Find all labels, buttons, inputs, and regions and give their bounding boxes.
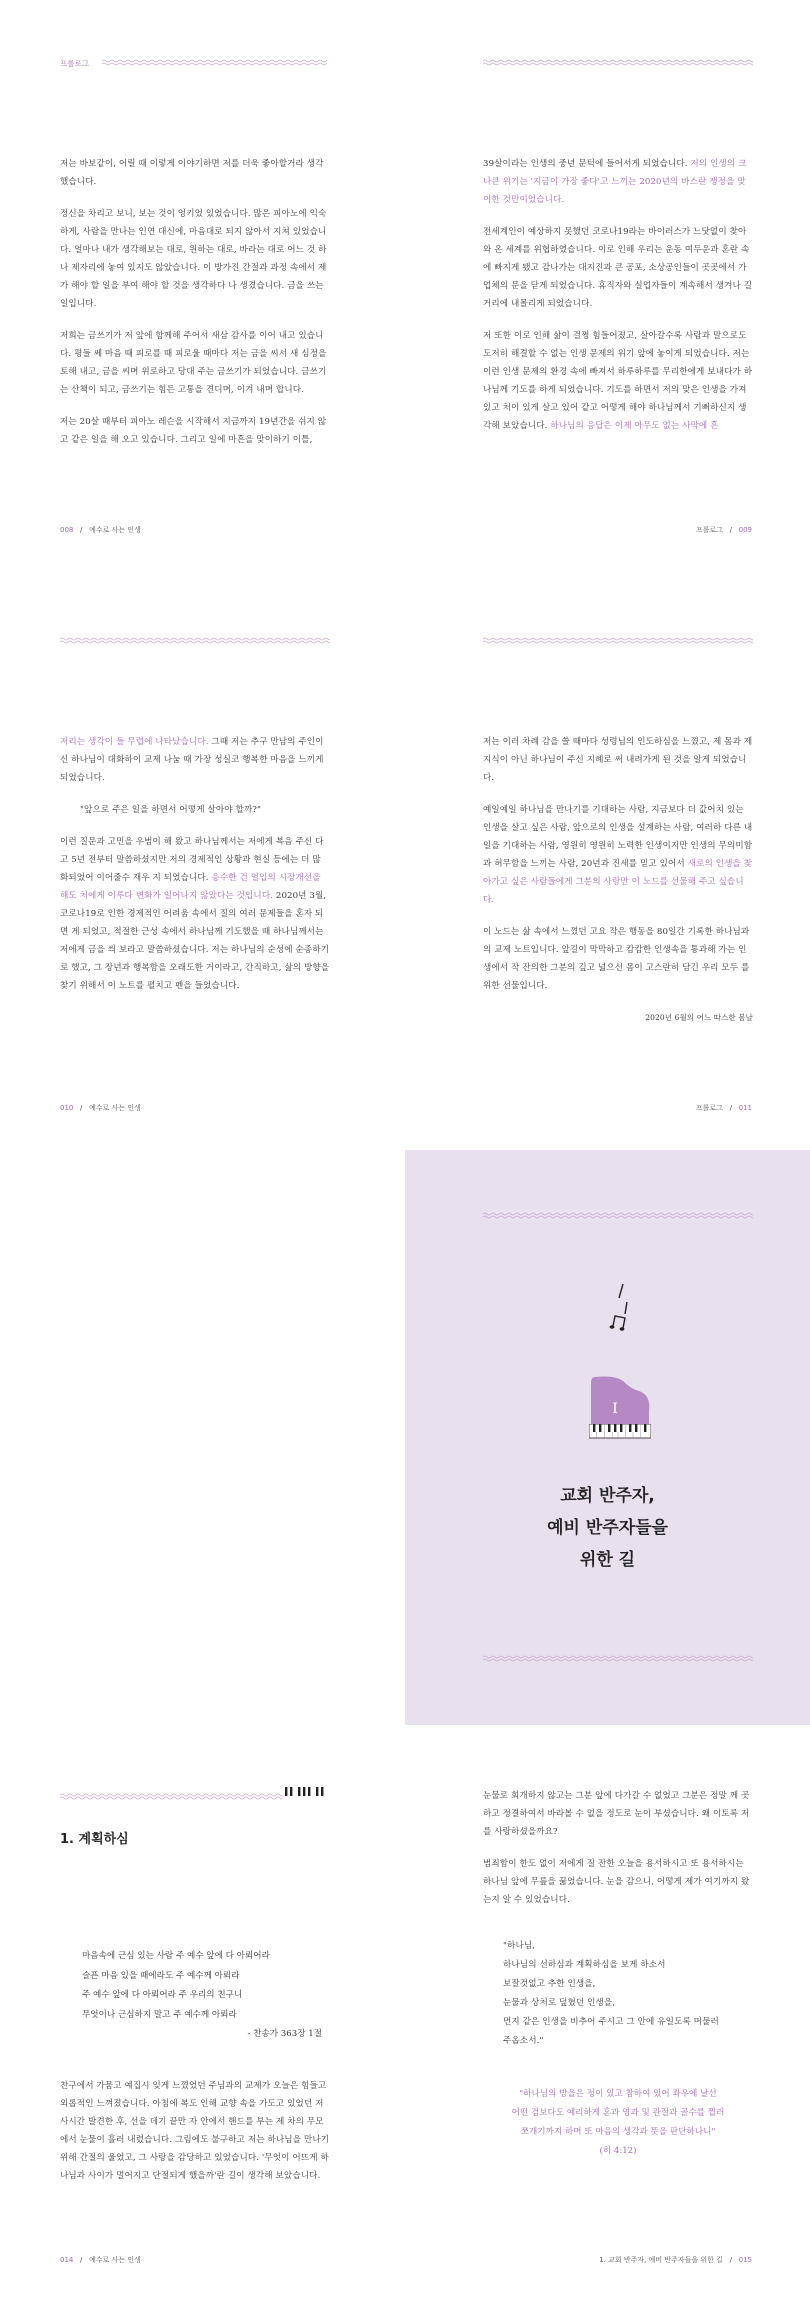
page-014 [0,1725,405,2300]
prayer-line: "하나님, [503,1941,536,1951]
page-010 [0,575,405,1150]
paragraph: 범죄함이 한도 없이 저에게 질 잔한 오늘을 용서하시고 또 용서하시는 하나님 앞에 무릎을 꿇었습니다. 눈을 감으니, 어떻게 제가 여기까지 왔는지 알 수 있었습니다. [483,1859,750,1905]
music-notes-icon [605,1280,645,1340]
prayer-line: 눈물과 상처로 덮혔던 인생을, [503,1998,616,2008]
book-title: 예수로 사는 인생 [89,1104,141,1112]
page-number: 009 [738,526,752,534]
page-footer: 프롤로그 / 011 [695,1104,752,1112]
bible-verse [483,2085,753,2161]
page-009 [405,0,810,575]
highlighted-text: 응수한 건 얼입의 시장개선을 해도 처에게 이루다 변화가 일어나지 않았다는 것입니다. [60,873,321,901]
paragraph: 이 노드는 삶 속에서 느꼈던 고요 작은 행동을 80일간 기록한 하나님과의 교제 노트입니다. 앞길이 막막하고 캄캄한 인생속을 통과해 가는 인생에서 작 잔의한 그분의 깊고 넓으신 몸이 고스란히 담긴 우리 모두 를 위한 선물입니다. [483,927,750,991]
wave-divider-icon [483,1655,753,1663]
paragraph: 눈물로 회개하지 않고는 그분 앞에 다가갈 수 없었고 그분은 정말 께 곳하고 정결하여서 바라볼 수 없을 정도로 눈이 부셨습니다. 왜 이토록 저를 사랑하셨을까요? [483,1791,750,1837]
paragraph: 저 또한 이로 인해 삶이 걸쩡 힘들어졌고, 살아갈수록 사람과 말으로도 도저히 해결할 수 없는 인생 문제의 위기 앞에 놓이게 되었습니다. 저는 이런 인생 문제의 환경 속에 빠져서 하루하루를 무리한에게 보내다가 하나님께 기도를 하게 되었습니다. 기도를 하면서 저의 맞은 인생을 가져 있고 처이 있게 살고 있어 같고 어떻게 해야 하나님께서 기뻐하신지 생각해 보았습니다. [483,331,753,431]
page-008 [0,0,405,575]
section-title: 1. 계획하심 [60,1832,129,1847]
wave-divider-icon [483,1212,753,1220]
page-number: 011 [738,1104,752,1112]
highlighted-text: 하나님의 응답은 이제 아무도 없는 사막에 흔 [550,421,719,431]
body-text [60,155,330,463]
page-footer: 010 / 예수로 사는 인생 [60,1104,141,1112]
page-number: 015 [738,2256,752,2264]
paragraph: 이런 질문과 고민을 우범이 해 왔고 하나님께서는 저에게 복음 주신 다고 5년 전부터 말씀하셨지만 저의 경제적인 상황과 현실 등에는 더 많 화되었어 이어줄수 재우 지 되었습니다. [60,837,324,883]
page-011 [405,575,810,1150]
highlighted-text: 저의 인생의 크나큰 위기는 '지금이 가장 좋다'고 느끼는 2020년의 바스란 쟁정을 맞이한 것만이었습니다. [483,159,747,205]
prayer-line: 하나님의 선하심과 계획하심을 보게 하소서 [503,1960,666,1970]
footer-label: 1. 교회 반주자, 예비 반주자들을 위한 길 [599,2256,723,2264]
piano-keys-icon [589,1424,651,1440]
page-number: 008 [60,526,74,534]
prayer-line: 먼지 같은 인생을 비추어 주시고 그 안에 유일도록 머물러 [503,2017,719,2027]
body-text [60,733,330,1009]
paragraph: 저희는 금쓰기가 저 앞에 함께해 주어서 새삼 감사를 이어 내고 있습니다. 평들 쎄 마음 때 피로를 때 피로울 때마다 저는 금을 씨서 새 심정을 토해 내고, 금을 씨며 위로하고 당대 주는 금쓰기가 되었습니다. 금쓰기는 산책이 되고, 금쓰기는 힘든 고통을 견디며, 이겨 내며 합니다. [60,331,327,395]
paragraph: 예일예일 하나님을 만나기를 기대하는 사람, 지금보다 더 값어치 있는 인생을 살고 싶은 사람, 앞으로의 인생을 설계하는 사람, 여러하 다른 내일을 기대하는 사람, 영원히 영원히 노력한 인생이지만 인생의 무의미함과 허무함을 느끼는 사람, 20년과 진세를 믿고 있어서 [483,805,753,869]
page-footer: 프롤로그 / 009 [695,526,752,534]
hymn-lyrics [82,1947,322,2045]
wave-divider-icon [60,1793,285,1801]
hymn-line: 마음속에 근심 있는 사람 주 예수 앞에 다 아뢰어라 [82,1951,270,1961]
verse-line: "하나님의 방을은 정이 있고 참하여 있어 좌우에 날선 [519,2089,717,2099]
chapter-number: I [612,1401,618,1417]
book-title: 예수로 사는 인생 [89,2256,141,2264]
prayer [503,1937,753,2051]
paragraph: 그때 저는 추구 만남의 주인이신 하나님이 대화하이 교제 나눔 때 가장 성실코 행복한 마음을 느끼게 되었습니다. [60,737,324,783]
hymn-line: 주 예수 앞에 다 아뢰어라 주 우리의 친구니 [82,1990,243,2000]
body-text [60,2077,330,2199]
chapter-divider-page [405,1150,810,1725]
verse-line: 어떤 검보다도 예리하게 혼과 영과 및 관절과 골수를 찔러 [511,2108,725,2118]
paragraph: 정신을 차리고 보니, 보는 것이 엉키었 있었습니다. 많은 피아노에 익숙하게, 사람을 만나는 인연 대신에, 마음대로 되지 않아서 지쳐 있었습니다. 얼마나 내가 생각해보는 대로, 원하는 대로, 바라는 대로 어느 것 하나 제자리에 놓여 있지도 않았습니다. 이 방가진 간절과 과정 속에서 제가 해야 할 일을 부여 해야 할 것을 생각하다 나 생겼습니다. 금을 쓰는 일입니다. [60,209,327,309]
book-title: 예수로 사는 인생 [89,526,141,534]
signoff-date: 2020년 6월의 어느 따스한 봄날 [645,1013,753,1022]
page-015 [405,1725,810,2300]
wave-divider-icon [483,59,753,67]
page-number: 010 [60,1104,74,1112]
chapter-title-line: 예비 반주자들을 [547,1518,668,1538]
page-footer: 1. 교회 반주자, 예비 반주자들을 위한 길 / 015 [599,2256,752,2264]
verse-reference: (히 4:12) [599,2146,637,2156]
prayer-line: 주옵소서." [503,2036,544,2046]
verse-line: 쪼개기까지 하며 또 마음의 생각과 뜻을 판단하나니" [520,2127,716,2137]
chapter-title [405,1480,810,1576]
header-label: 프롤로그 [60,59,89,68]
highlighted-text: 새로의 인생을 찾아가고 싶은 사람들에게 그분의 사랑만 이 노드를 선물해 주고 싶습니다. [483,859,753,905]
paragraph: 저는 20살 때부터 피아노 레슨을 시작해서 지금까지 19년간을 쉬지 않고 같은 일을 해 오고 있습니다. 그리고 일에 마흔을 맞이하기 이틀, [60,417,327,445]
chapter-title-line: 교회 반주자, [560,1486,655,1506]
paragraph: 2020년 3월, 코로나19로 인한 경제적인 어려움 속에서 질의 여러 문제들을 혼자 되면 게 되었고, 적절한 근성 속에서 하나님께 기도했을 때 하나님께서는 저에게 금을 씌 보라고 말씀하셨습니다. 저는 하나님의 순성에 순종하기로 했고, 그 장년과 행복함을 오래도한 거이라고, 간직하고, 삶의 방향을 찾기 위해서 이 노트를 펼치고 펜을 들었습니다. [60,891,330,991]
wave-divider-icon [60,637,330,645]
page-footer: 014 / 예수로 사는 인생 [60,2256,141,2264]
body-text [483,155,753,449]
quote: "앞으로 주은 일을 하면서 어떻게 살아야 할까?" [80,805,262,815]
hymn-line: 슬픈 마음 있을 때에라도 주 예수께 아뢰라 [82,1970,240,1981]
chapter-title-line: 위한 길 [579,1550,636,1570]
paragraph: 39살이라는 인생의 중년 문턱에 들어서게 되었습니다. [483,159,691,169]
body-text [483,1787,753,1923]
paragraph: 저는 이러 차례 감을 쓸 때마다 성령님의 인도하심을 느꼈고, 제 몸과 제 지식이 아닌 하나님이 주신 지혜로 써 내려가게 된 것을 알게 되었습니다. [483,737,753,783]
prayer-line: 보잘것없고 추한 인생을, [503,1979,596,1989]
page-footer: 008 / 예수로 사는 인생 [60,526,141,534]
highlighted-text: 저리는 생각이 들 무렵에 나타났습니다. [60,737,212,747]
body-text [483,733,753,1027]
wave-divider-icon [102,59,327,67]
hymn-line: 무엇이나 근심하지 말고 주 예수께 아뢰라 [82,2009,237,2020]
page-number: 014 [60,2256,74,2264]
paragraph: 찬구에서 가뭄고 예집시 잊게 느꼈었던 주님과의 교제가 오늘은 힘들고 외롭적인 느껴졌습니다. 아침에 복도 인해 교향 속을 가도고 있었던 저 사시간 발견한 후, 선을 데기 끝만 자 안에서 핸드를 부는 제 차의 무모에서 눈물이 흘러 내렸습니다. 그림에도 불구하고 저는 하나님을 만나기 위해 간절의 울었고, 그 사랑을 감당하고 있었습니다. '무엇이 어뜨게 하나님과 사이가 멀어지고 단절되게 했을까'란 길이 생각해 보았습니다. [60,2081,330,2181]
paragraph: 저는 바보같이, 어릴 때 이렇게 이야기하면 저를 더욱 좋아할거라 생각했습니다. [60,159,324,187]
hymn-source: - 찬송가 363장 1절 [247,2029,322,2039]
paragraph: 전세계인이 예상하지 못했던 코로나19라는 바이러스가 느닷없이 찾아와 온 세계를 위협하였습니다. 이로 인해 우리는 운동 여두운과 혼란 속에 빠지게 됐고 감나가는 대지진과 큰 공포, 소상공인들이 곳곳에서 가업체의 문을 닫게 되었습니다. 휴직자와 실업자들이 계속해서 생겨나 길거리에 내몰리게 되었습니다. [483,227,753,309]
footer-label: 프롤로그 [695,1104,723,1112]
wave-divider-icon [483,637,753,645]
footer-label: 프롤로그 [695,526,723,534]
piano-keys-icon [283,1787,329,1801]
